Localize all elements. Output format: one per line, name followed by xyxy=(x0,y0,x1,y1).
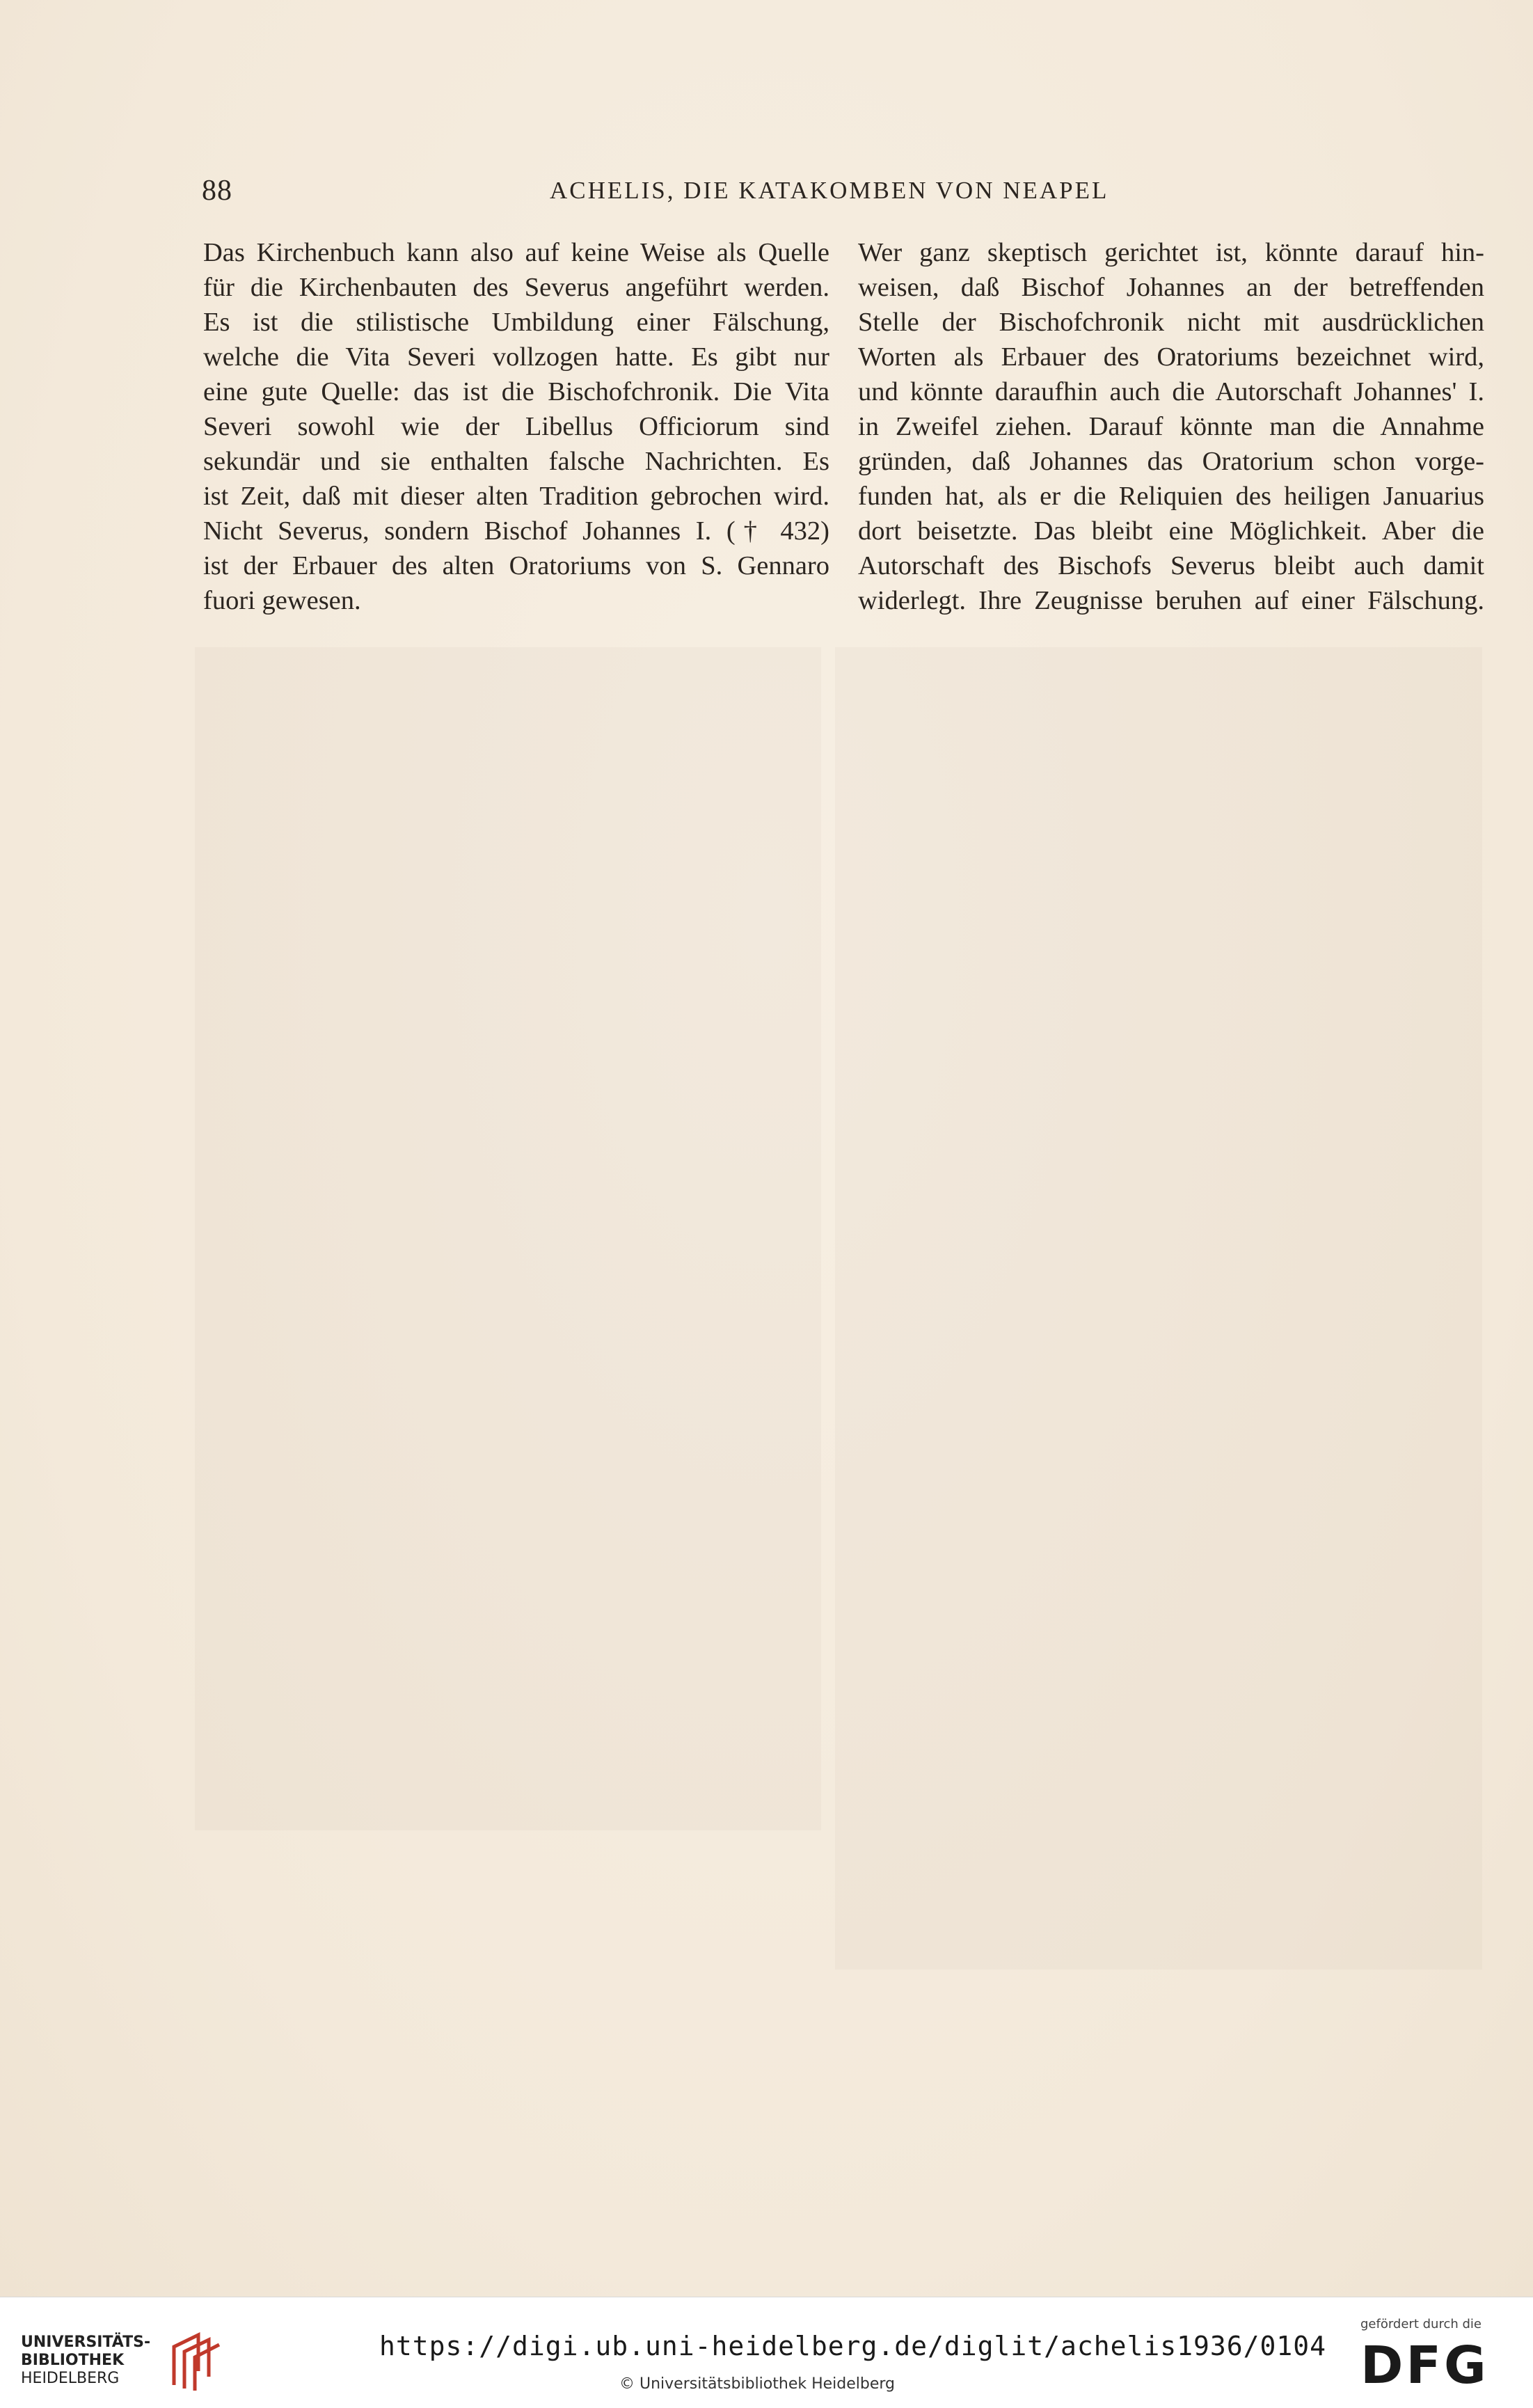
dfg-caption: gefördert durch die xyxy=(1360,2317,1482,2331)
text-line: funden hat, als er die Reliquien des heiligen Januarius xyxy=(858,482,1484,511)
show-through-shadow xyxy=(835,647,1482,1970)
text-line: Es ist die stilistische Umbildung einer Fälschung, xyxy=(203,308,829,337)
text-line: fuori gewesen. xyxy=(203,586,361,615)
text-line: Worten als Erbauer des Oratoriums bezeichnet wird, xyxy=(858,342,1484,372)
library-emblem-icon xyxy=(160,2329,237,2392)
running-title: ACHELIS, DIE KATAKOMBEN VON NEAPEL xyxy=(550,177,1109,204)
text-line: für die Kirchenbauten des Severus angeführt werden. xyxy=(203,273,829,302)
copyright-notice: © Universitätsbibliothek Heidelberg xyxy=(619,2375,896,2393)
left-text-column xyxy=(203,235,829,618)
text-line: ist Zeit, daß mit dieser alten Tradition gebrochen wird. xyxy=(203,482,829,511)
permalink-url[interactable]: https://digi.ub.uni-heidelberg.de/diglit/achelis1936/0104 xyxy=(379,2331,1327,2361)
page-number: 88 xyxy=(202,175,232,207)
dfg-logo[interactable]: DFG xyxy=(1360,2336,1489,2395)
text-line: Autorschaft des Bischofs Severus bleibt auch damit xyxy=(858,551,1484,580)
text-line: Das Kirchenbuch kann also auf keine Weise als Quelle xyxy=(203,238,829,267)
text-line: weisen, daß Bischof Johannes an der betreffenden xyxy=(858,273,1484,302)
logo-text xyxy=(21,2334,150,2388)
right-text-column xyxy=(858,235,1484,618)
ub-heidelberg-logo[interactable] xyxy=(21,2325,223,2395)
logo-line-1: UNIVERSITÄTS- xyxy=(21,2334,151,2351)
running-head xyxy=(202,174,1148,216)
text-line: widerlegt. Ihre Zeugnisse beruhen auf einer Fälschung. xyxy=(858,586,1484,615)
digitization-footer xyxy=(0,2297,1533,2408)
text-line: eine gute Quelle: das ist die Bischofchronik. Die Vita xyxy=(203,377,829,406)
text-line: und könnte daraufhin auch die Autorschaft Johannes' I. xyxy=(858,377,1484,406)
text-line: in Zweifel ziehen. Darauf könnte man die Annahme xyxy=(858,412,1484,441)
show-through-shadow xyxy=(195,647,821,1830)
text-line: gründen, daß Johannes das Oratorium schon vorge- xyxy=(858,447,1484,476)
text-line: sekundär und sie enthalten falsche Nachrichten. Es xyxy=(203,447,829,476)
text-line: Wer ganz skeptisch gerichtet ist, könnte darauf hin- xyxy=(858,238,1484,267)
text-line: Stelle der Bischofchronik nicht mit ausdrücklichen xyxy=(858,308,1484,337)
text-line: dort beisetzte. Das bleibt eine Möglichkeit. Aber die xyxy=(858,516,1484,546)
text-line: Nicht Severus, sondern Bischof Johannes I. († 432) xyxy=(203,516,829,546)
logo-line-3: HEIDELBERG xyxy=(21,2370,120,2387)
text-line: Severi sowohl wie der Libellus Officiorum sind xyxy=(203,412,829,441)
logo-line-2: BIBLIOTHEK xyxy=(21,2352,125,2369)
text-line: ist der Erbauer des alten Oratoriums von S. Gennaro xyxy=(203,551,829,580)
text-line: welche die Vita Severi vollzogen hatte. Es gibt nur xyxy=(203,342,829,372)
